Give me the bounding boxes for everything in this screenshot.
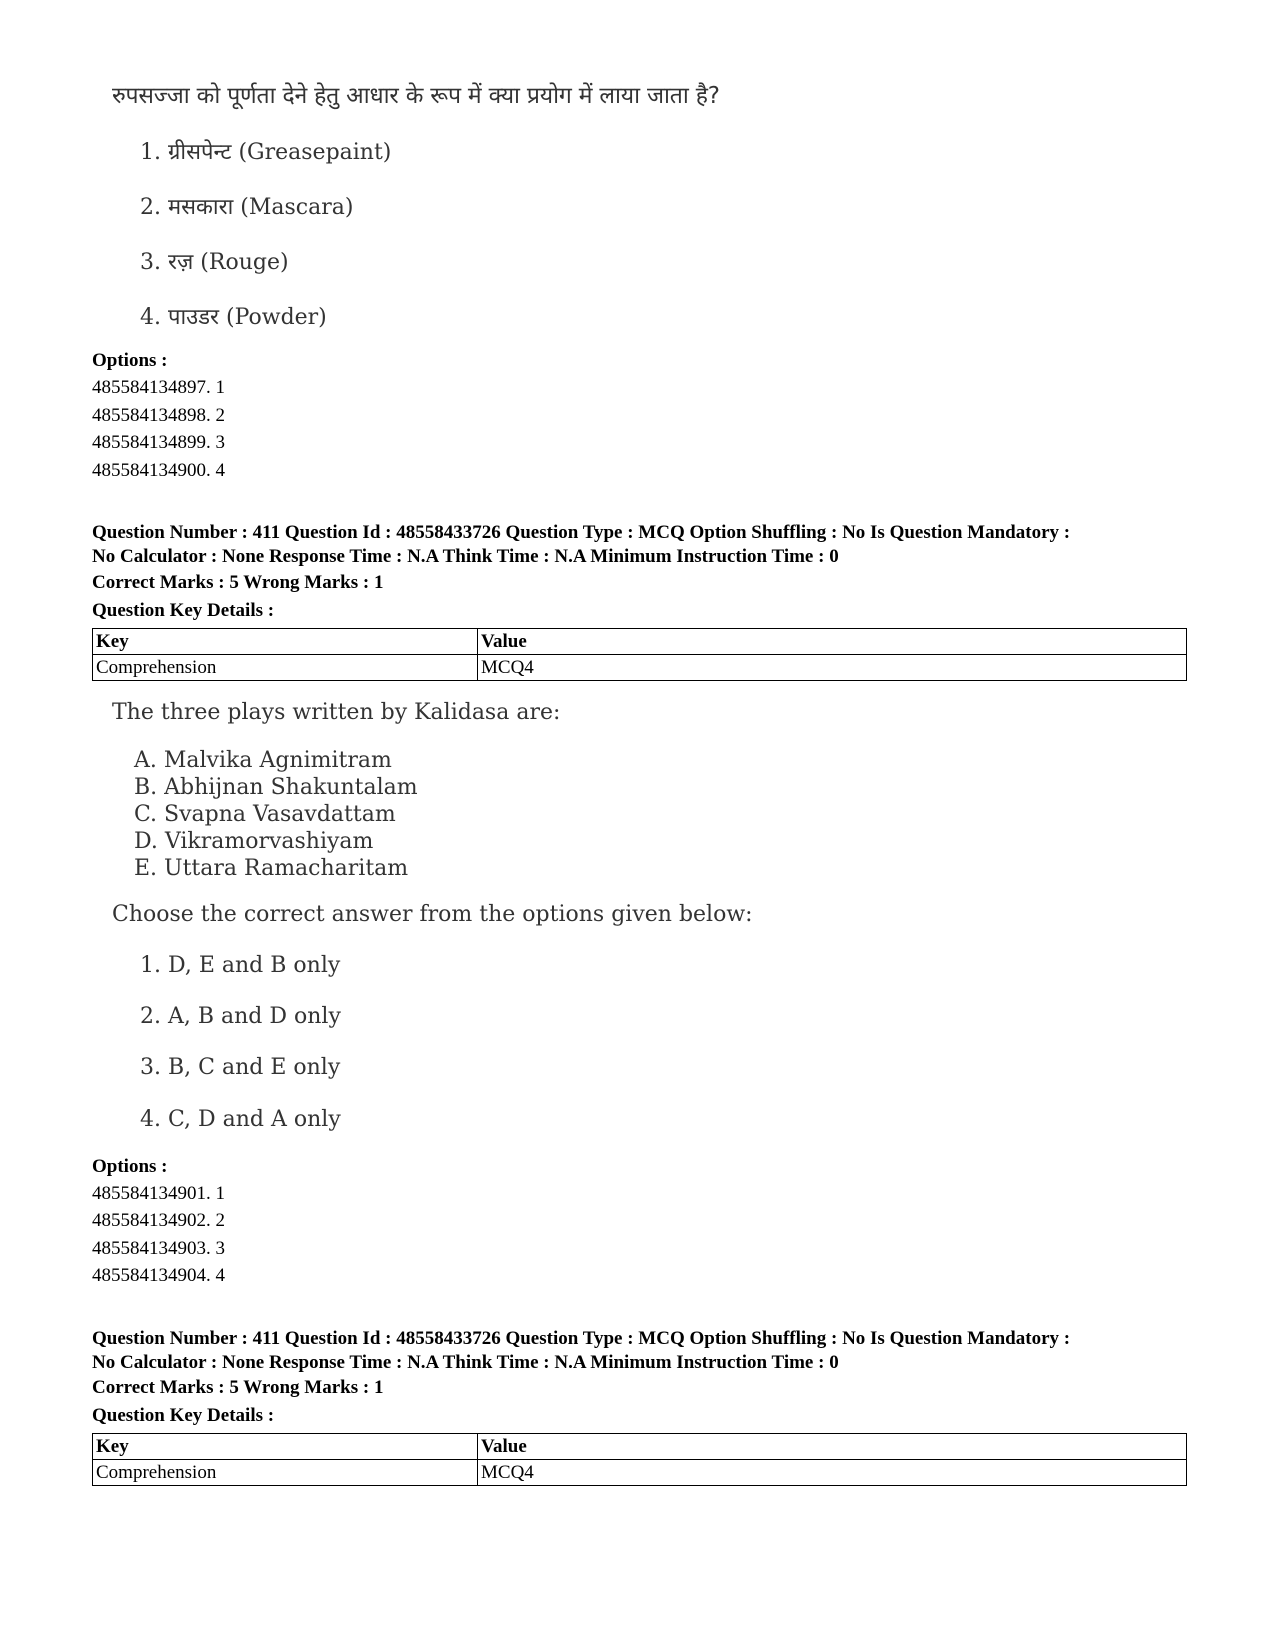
key-details-heading: Question Key Details : [92,600,275,621]
table-cell-value: MCQ4 [478,1460,1187,1486]
option-id-line: 485584134897. 1 [92,377,225,398]
options-heading: Options : [92,1156,168,1177]
key-value-table [92,1433,1187,1486]
option-id-line: 485584134904. 4 [92,1265,225,1286]
answer-choice: 2. मसकारा (Mascara) [140,195,354,220]
metadata-line-2: No Calculator : None Response Time : N.A Think Time : N.A Minimum Instruction Time : 0 [92,1352,839,1373]
question-stem-hindi: रुपसज्जा को पूर्णता देने हेतु आधार के रूप में क्या प्रयोग में लाया जाता है? [112,83,720,109]
table-header-value: Value [478,1434,1187,1460]
table-cell-key: Comprehension [93,1460,478,1486]
marks-line: Correct Marks : 5 Wrong Marks : 1 [92,1377,384,1398]
option-id-line: 485584134899. 3 [92,432,225,453]
answer-choice: 4. C, D and A only [140,1107,341,1132]
question-stem-english: The three plays written by Kalidasa are: [112,700,561,725]
statement-item: C. Svapna Vasavdattam [134,802,396,827]
table-row [93,655,1187,681]
statement-item: A. Malvika Agnimitram [134,748,392,773]
table-header-key: Key [93,1434,478,1460]
answer-choice: 1. ग्रीसपेन्ट (Greasepaint) [140,140,392,165]
question-metadata [92,1327,1192,1375]
statement-list [134,747,418,882]
statement-item: E. Uttara Ramacharitam [134,856,409,881]
key-details-heading: Question Key Details : [92,1405,275,1426]
statement-item: B. Abhijnan Shakuntalam [134,775,418,800]
option-id-line: 485584134900. 4 [92,460,225,481]
statement-item: D. Vikramorvashiyam [134,829,374,854]
answer-choice: 4. पाउडर (Powder) [140,305,327,330]
option-id-line: 485584134902. 2 [92,1210,225,1231]
metadata-line-2: No Calculator : None Response Time : N.A Think Time : N.A Minimum Instruction Time : 0 [92,546,839,567]
metadata-line-1: Question Number : 411 Question Id : 48558433726 Question Type : MCQ Option Shuffling : No Is Question Mandatory : [92,522,1071,543]
answer-choice: 1. D, E and B only [140,953,341,978]
key-value-table [92,628,1187,681]
table-row [93,1460,1187,1486]
metadata-line-1: Question Number : 411 Question Id : 48558433726 Question Type : MCQ Option Shuffling : No Is Question Mandatory : [92,1328,1071,1349]
answer-choice: 2. A, B and D only [140,1004,341,1029]
question-metadata [92,521,1192,569]
table-header-row [93,629,1187,655]
table-header-row [93,1434,1187,1460]
table-cell-key: Comprehension [93,655,478,681]
answer-choice: 3. B, C and E only [140,1055,341,1080]
table-header-key: Key [93,629,478,655]
option-id-line: 485584134903. 3 [92,1238,225,1259]
marks-line: Correct Marks : 5 Wrong Marks : 1 [92,572,384,593]
instruction-text: Choose the correct answer from the options given below: [112,902,753,927]
table-header-value: Value [478,629,1187,655]
answer-choice: 3. रज़ (Rouge) [140,250,289,275]
options-heading: Options : [92,350,168,371]
table-cell-value: MCQ4 [478,655,1187,681]
option-id-line: 485584134901. 1 [92,1183,225,1204]
option-id-line: 485584134898. 2 [92,405,225,426]
